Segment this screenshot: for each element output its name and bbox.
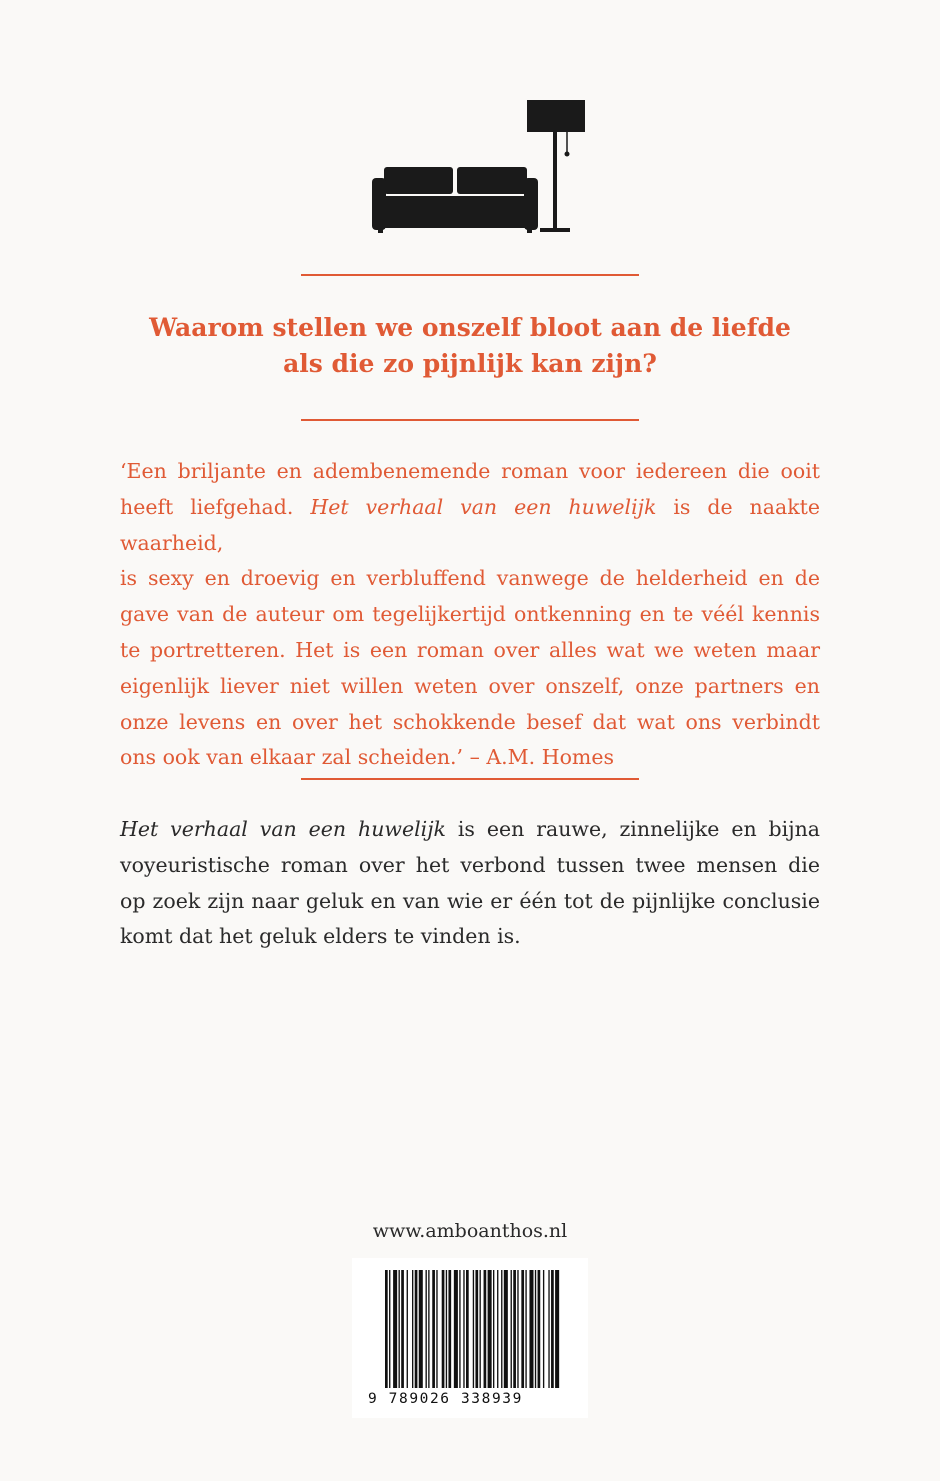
barcode-bar — [446, 1270, 447, 1388]
barcode-bar — [436, 1270, 437, 1388]
barcode-bar — [548, 1270, 549, 1388]
quote-line: te portretteren. Het is een roman over alles wat we weten maar — [120, 637, 820, 662]
book-title: Het verhaal van een huwelijk — [120, 817, 446, 841]
blurb-line: voyeuristische roman over het verbond tussen twee mensen die — [120, 852, 820, 877]
barcode-bar — [551, 1270, 554, 1388]
barcode-bar — [529, 1270, 533, 1388]
barcode-bar — [555, 1270, 559, 1388]
quote-line: heeft liefgehad. Het verhaal van een huwelijk is de naakte waarheid, — [120, 494, 820, 555]
barcode-bar — [473, 1270, 474, 1388]
quote-line: is sexy en droevig en verbluffend vanwege de helderheid en de — [120, 566, 820, 591]
barcode-bar — [401, 1270, 404, 1388]
barcode-bar — [463, 1270, 464, 1388]
barcode-bar — [538, 1270, 541, 1388]
barcode-bar — [480, 1270, 481, 1388]
barcode-bar — [442, 1270, 445, 1388]
barcode-bar — [525, 1270, 526, 1388]
barcode-bar — [428, 1270, 429, 1388]
barcode-icon — [385, 1270, 561, 1388]
isbn-number: 9 789026 338939 — [368, 1391, 523, 1407]
barcode-bar — [493, 1270, 494, 1388]
quote-line: gave van de auteur om tegelijkertijd ontkenning en te véél kennis — [120, 602, 820, 627]
barcode-bar — [504, 1270, 508, 1388]
blurb-line: komt dat het geluk elders te vinden is. — [120, 924, 521, 949]
barcode-bar — [517, 1270, 518, 1388]
barcode-bar — [543, 1270, 544, 1388]
quote-line: onze levens en over het schokkende besef dat wat ons verbindt — [120, 709, 820, 734]
quote-line: ‘Een briljante en adembenemende roman voor iedereen die ooit — [120, 459, 820, 483]
book-blurb — [120, 812, 820, 955]
barcode-bar — [535, 1270, 536, 1388]
barcode-bar — [426, 1270, 427, 1388]
blurb-line: Het verhaal van een huwelijk is een rauwe, zinnelijke en bijna — [120, 817, 820, 841]
barcode-bar — [475, 1270, 478, 1388]
divider-2 — [301, 419, 639, 421]
book-title: Het verhaal van een huwelijk — [310, 494, 657, 519]
barcode-bar — [448, 1270, 451, 1388]
blurb-line: op zoek zijn naar geluk en van wie er één tot de pijnlijke conclusie — [120, 888, 820, 913]
barcode-bar — [459, 1270, 460, 1388]
publisher-website[interactable]: www.amboanthos.nl — [372, 1220, 568, 1242]
barcode-bar — [466, 1270, 469, 1388]
barcode-bar — [513, 1270, 516, 1388]
divider-3 — [301, 778, 639, 780]
barcode-bar — [521, 1270, 524, 1388]
headline-line-1: Waarom stellen we onszelf bloot aan de liefde — [149, 313, 791, 342]
headline — [100, 310, 840, 382]
quote-attribution-line: ons ook van elkaar zal scheiden.’ – A.M. Homes — [120, 745, 615, 770]
quote-line: eigenlijk liever niet willen weten over onszelf, onze partners en — [120, 673, 820, 698]
barcode-bar — [484, 1270, 487, 1388]
barcode-bar — [497, 1270, 498, 1388]
barcode-bar — [488, 1270, 492, 1388]
review-quote — [120, 454, 820, 776]
barcode-bar — [454, 1270, 458, 1388]
barcode-bar — [407, 1270, 408, 1388]
divider-1 — [301, 274, 639, 276]
sofa-lamp-icon — [372, 100, 588, 234]
barcode-bar — [419, 1270, 423, 1388]
barcode-bar — [385, 1270, 388, 1388]
barcode-bar — [412, 1270, 413, 1388]
barcode-bar — [432, 1270, 435, 1388]
barcode-bar — [415, 1270, 418, 1388]
barcode-bar — [501, 1270, 502, 1388]
barcode-bar — [399, 1270, 400, 1388]
barcode-panel — [352, 1258, 588, 1418]
barcode-bar — [389, 1270, 390, 1388]
barcode-bar — [393, 1270, 397, 1388]
headline-line-2: als die zo pijnlijk kan zijn? — [283, 349, 657, 378]
barcode-bar — [511, 1270, 512, 1388]
